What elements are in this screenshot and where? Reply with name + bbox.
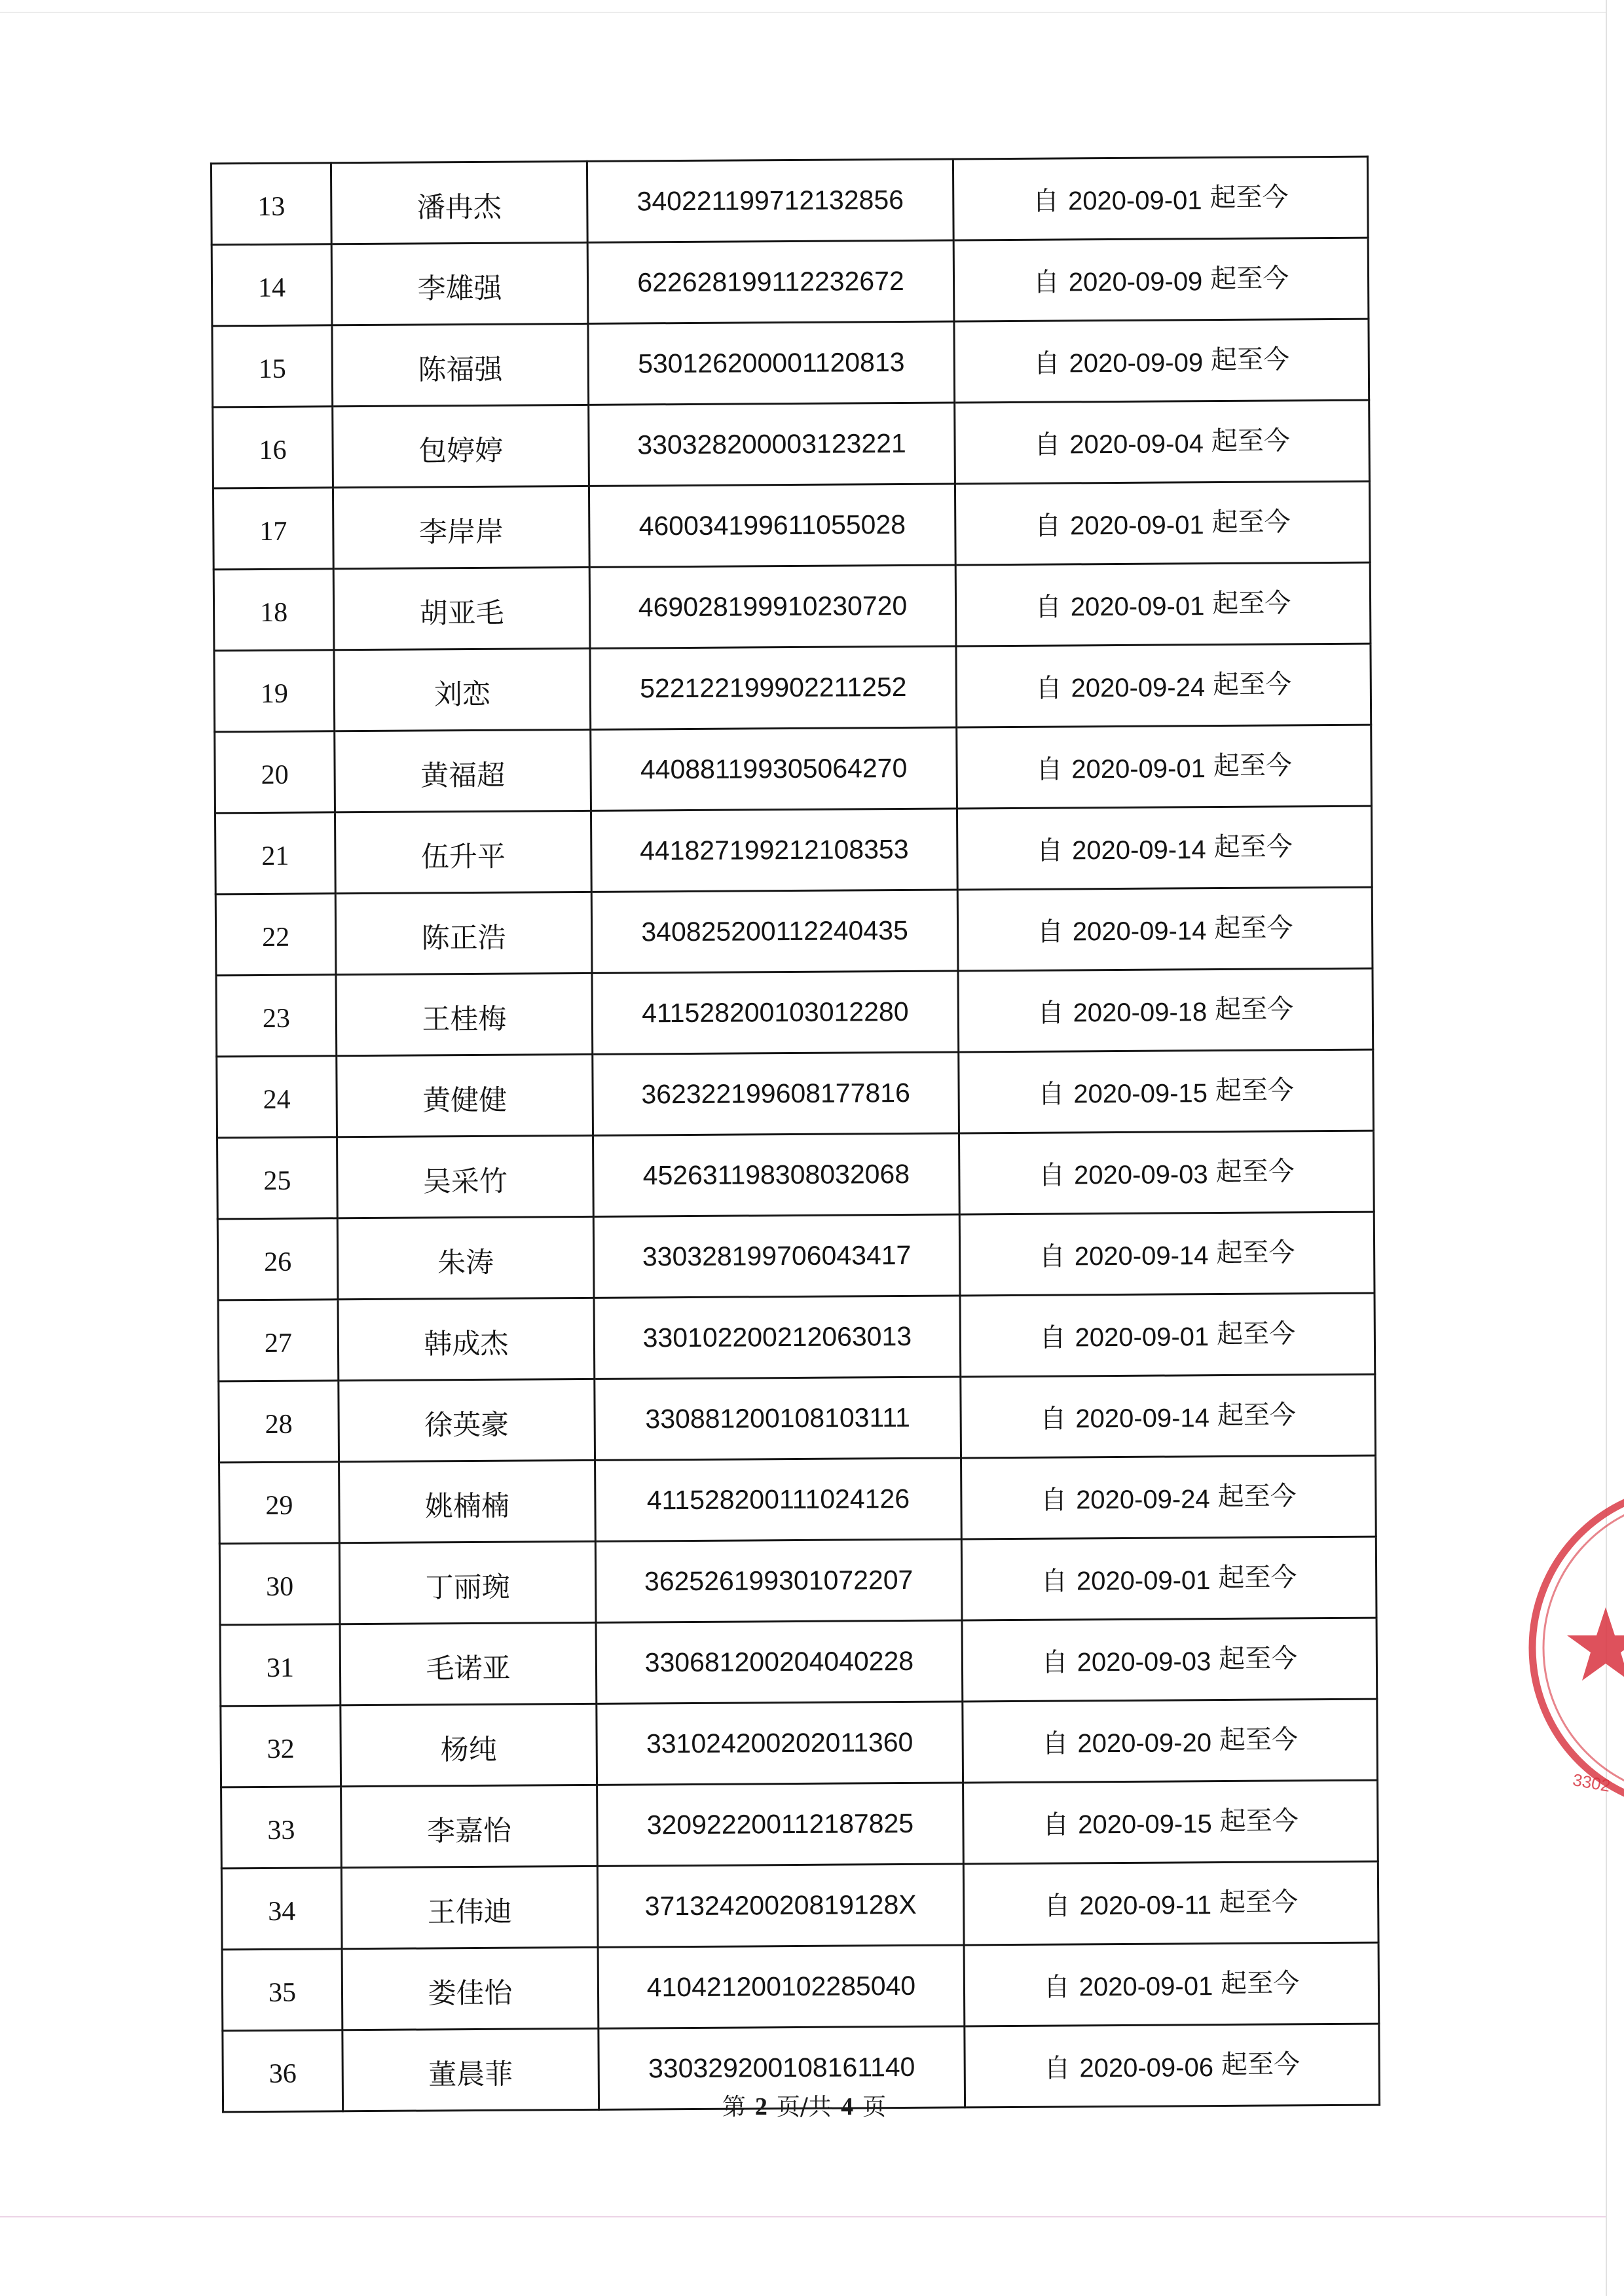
- scan-edge-line-bottom: [0, 2216, 1606, 2217]
- table-row: [217, 1049, 1374, 1138]
- row-number-cell: 28: [219, 1381, 339, 1463]
- since-suffix: 起至今: [1215, 1156, 1295, 1188]
- row-number-cell: 36: [223, 2030, 343, 2112]
- id-number-cell: 330681200204040228: [596, 1620, 963, 1704]
- start-date-value: 2020-09-14: [1075, 1404, 1210, 1434]
- table-row: [214, 644, 1371, 732]
- row-number-cell: 31: [220, 1624, 341, 1706]
- start-date-value: 2020-09-06: [1079, 2053, 1214, 2083]
- start-date-value: 2020-09-01: [1075, 1322, 1209, 1353]
- since-prefix: 自: [1034, 429, 1061, 460]
- since-prefix: 自: [1042, 1810, 1069, 1840]
- start-date-value: 2020-09-09: [1069, 348, 1204, 378]
- start-date-value: 2020-09-11: [1079, 1891, 1212, 1921]
- id-number-cell: 362322199608177816: [593, 1052, 959, 1135]
- table-row: [219, 1537, 1376, 1625]
- table-row: [211, 156, 1368, 245]
- id-number-cell: 330881200108103111: [595, 1377, 961, 1460]
- id-number-cell: 362526199301072207: [595, 1539, 962, 1622]
- start-date-cell: [957, 806, 1372, 890]
- start-date-cell: [958, 968, 1373, 1052]
- start-date-value: 2020-09-18: [1073, 998, 1208, 1028]
- start-date-value: 2020-09-03: [1073, 1160, 1208, 1190]
- row-number-cell: 14: [212, 244, 332, 326]
- start-date-value: 2020-09-24: [1071, 673, 1206, 703]
- name-cell: 李岸岸: [333, 486, 589, 568]
- since-prefix: 自: [1035, 592, 1061, 623]
- id-number-cell: 441827199212108353: [591, 809, 957, 892]
- id-number-cell: 460034199611055028: [589, 484, 955, 567]
- scan-edge-line-top: [0, 12, 1606, 13]
- name-cell: 娄佳怡: [342, 1947, 599, 2030]
- since-suffix: 起至今: [1218, 1562, 1297, 1594]
- start-date-value: 2020-09-01: [1079, 1972, 1213, 2002]
- name-cell: 姚楠楠: [339, 1460, 596, 1542]
- name-cell: 陈福强: [332, 323, 589, 406]
- name-cell: 李嘉怡: [341, 1785, 598, 1867]
- footer-middle: 页/共: [776, 2094, 832, 2121]
- seal-code-text: 3302: [1571, 1770, 1612, 1796]
- footer-total-pages: 4: [841, 2093, 854, 2121]
- since-prefix: 自: [1037, 998, 1064, 1029]
- since-prefix: 自: [1036, 835, 1063, 866]
- since-prefix: 自: [1037, 917, 1063, 947]
- table-row: [219, 1455, 1376, 1544]
- id-number-cell: 522122199902211252: [590, 646, 957, 729]
- since-suffix: 起至今: [1215, 1075, 1295, 1106]
- since-suffix: 起至今: [1211, 507, 1291, 538]
- table-row: [213, 481, 1370, 570]
- table-row: [213, 562, 1371, 651]
- roster-table-body: [211, 156, 1379, 2112]
- row-number-cell: 16: [213, 407, 333, 488]
- name-cell: 朱涛: [337, 1216, 594, 1299]
- footer-current-page: 2: [754, 2093, 767, 2121]
- table-row: [215, 887, 1373, 975]
- table-row: [217, 1131, 1375, 1219]
- row-number-cell: 35: [222, 1949, 342, 2031]
- id-number-cell: 330329200108161140: [599, 2026, 965, 2109]
- id-number-cell: 469028199910230720: [589, 565, 956, 648]
- start-date-value: 2020-09-15: [1078, 1810, 1212, 1840]
- name-cell: 徐英豪: [339, 1379, 595, 1461]
- table-row: [221, 1699, 1378, 1787]
- id-number-cell: 411528200111024126: [595, 1458, 962, 1541]
- start-date-value: 2020-09-01: [1076, 1566, 1211, 1596]
- since-prefix: 自: [1035, 673, 1062, 704]
- start-date-value: 2020-09-14: [1071, 835, 1206, 866]
- row-number-cell: 33: [221, 1787, 342, 1868]
- start-date-cell: [957, 725, 1372, 809]
- roster-table: [210, 156, 1380, 2113]
- id-number-cell: 340825200112240435: [591, 890, 958, 973]
- since-prefix: 自: [1040, 1404, 1067, 1434]
- scan-edge-line-right: [1606, 0, 1607, 2296]
- start-date-cell: [964, 1942, 1379, 2026]
- name-cell: 韩成杰: [338, 1298, 595, 1380]
- start-date-value: 2020-09-01: [1069, 511, 1204, 541]
- start-date-value: 2020-09-01: [1070, 592, 1205, 622]
- start-date-cell: [961, 1374, 1376, 1458]
- start-date-cell: [953, 238, 1369, 321]
- row-number-cell: 13: [211, 163, 331, 245]
- row-number-cell: 19: [214, 650, 335, 732]
- since-suffix: 起至今: [1213, 831, 1293, 863]
- start-date-cell: [963, 1780, 1378, 1864]
- table-row: [213, 400, 1370, 488]
- start-date-cell: [955, 400, 1370, 484]
- row-number-cell: 24: [217, 1056, 337, 1138]
- since-prefix: 自: [1042, 1728, 1069, 1759]
- table-row: [217, 1212, 1375, 1300]
- since-suffix: 起至今: [1221, 1968, 1300, 1999]
- start-date-value: 2020-09-03: [1077, 1647, 1211, 1677]
- since-suffix: 起至今: [1219, 1724, 1299, 1756]
- since-suffix: 起至今: [1217, 1400, 1297, 1431]
- since-prefix: 自: [1041, 1566, 1068, 1597]
- since-prefix: 自: [1034, 511, 1061, 541]
- since-prefix: 自: [1039, 1322, 1066, 1353]
- since-suffix: 起至今: [1219, 1643, 1298, 1675]
- row-number-cell: 25: [217, 1137, 338, 1219]
- start-date-cell: [963, 1699, 1378, 1783]
- id-number-cell: 622628199112232672: [587, 240, 954, 323]
- start-date-value: 2020-09-01: [1071, 754, 1206, 784]
- row-number-cell: 29: [219, 1462, 340, 1544]
- name-cell: 刘恋: [334, 648, 591, 731]
- since-suffix: 起至今: [1209, 182, 1289, 213]
- start-date-cell: [954, 319, 1369, 403]
- since-prefix: 自: [1033, 348, 1060, 379]
- since-suffix: 起至今: [1211, 426, 1290, 457]
- name-cell: 伍升平: [335, 811, 591, 893]
- id-number-cell: 340221199712132856: [587, 159, 953, 242]
- row-number-cell: 21: [215, 812, 335, 894]
- id-number-cell: 452631198308032068: [593, 1133, 960, 1216]
- start-date-cell: [959, 1212, 1375, 1296]
- start-date-cell: [955, 481, 1370, 565]
- start-date-value: 2020-09-20: [1077, 1728, 1212, 1758]
- since-prefix: 自: [1044, 2053, 1071, 2084]
- start-date-cell: [962, 1618, 1377, 1702]
- name-cell: 李雄强: [331, 242, 588, 325]
- id-number-cell: 37132420020819128X: [597, 1864, 964, 1947]
- start-date-value: 2020-09-24: [1075, 1485, 1210, 1515]
- seal-star-icon: [1567, 1607, 1624, 1681]
- row-number-cell: 32: [221, 1705, 341, 1787]
- since-suffix: 起至今: [1216, 1237, 1295, 1269]
- table-row: [215, 806, 1372, 894]
- start-date-cell: [961, 1537, 1376, 1620]
- row-number-cell: 20: [215, 731, 335, 813]
- official-seal: [1526, 1467, 1624, 1820]
- table-row: [212, 238, 1369, 326]
- row-number-cell: 22: [215, 894, 336, 975]
- since-suffix: 起至今: [1217, 1481, 1297, 1512]
- since-suffix: 起至今: [1221, 2049, 1301, 2081]
- name-cell: 陈正浩: [335, 892, 592, 974]
- table-row: [219, 1374, 1376, 1463]
- since-suffix: 起至今: [1212, 669, 1292, 701]
- start-date-value: 2020-09-15: [1073, 1079, 1208, 1109]
- start-date-cell: [955, 562, 1371, 646]
- since-prefix: 自: [1039, 1241, 1065, 1272]
- table-row: [220, 1618, 1377, 1706]
- name-cell: 毛诺亚: [340, 1622, 597, 1705]
- start-date-value: 2020-09-14: [1072, 917, 1207, 947]
- name-cell: 胡亚毛: [333, 567, 590, 649]
- name-cell: 王伟迪: [341, 1866, 598, 1948]
- name-cell: 丁丽琬: [339, 1541, 596, 1624]
- table-row: [215, 725, 1372, 813]
- since-prefix: 自: [1036, 754, 1063, 785]
- since-suffix: 起至今: [1213, 750, 1293, 782]
- id-number-cell: 320922200112187825: [597, 1783, 964, 1866]
- start-date-cell: [957, 887, 1373, 971]
- name-cell: 王桂梅: [336, 973, 593, 1055]
- start-date-cell: [959, 1049, 1374, 1133]
- name-cell: 包婷婷: [333, 405, 589, 487]
- since-prefix: 自: [1041, 1647, 1068, 1678]
- name-cell: 杨纯: [341, 1704, 597, 1786]
- row-number-cell: 17: [213, 488, 333, 570]
- since-suffix: 起至今: [1210, 263, 1289, 295]
- id-number-cell: 440881199305064270: [591, 727, 957, 811]
- table-row: [221, 1780, 1378, 1868]
- id-number-cell: 330102200212063013: [594, 1296, 961, 1379]
- name-cell: 潘冉杰: [331, 161, 587, 244]
- table-row: [222, 1942, 1379, 2031]
- id-number-cell: 411528200103012280: [592, 971, 959, 1054]
- id-number-cell: 331024200202011360: [597, 1702, 963, 1785]
- id-number-cell: 330328200003123221: [589, 403, 955, 486]
- since-prefix: 自: [1033, 267, 1060, 298]
- start-date-value: 2020-09-04: [1069, 429, 1204, 460]
- row-number-cell: 26: [217, 1218, 338, 1300]
- row-number-cell: 23: [216, 975, 337, 1057]
- start-date-value: 2020-09-01: [1067, 186, 1202, 216]
- table-row: [212, 319, 1369, 407]
- since-suffix: 起至今: [1212, 588, 1291, 619]
- start-date-cell: [956, 644, 1371, 727]
- start-date-cell: [965, 2024, 1380, 2107]
- row-number-cell: 27: [218, 1300, 339, 1381]
- since-suffix: 起至今: [1214, 913, 1293, 944]
- table-row: [221, 1861, 1378, 1950]
- start-date-value: 2020-09-14: [1074, 1241, 1209, 1271]
- row-number-cell: 30: [219, 1543, 340, 1625]
- footer-suffix: 页: [862, 2094, 887, 2121]
- name-cell: 吴采竹: [337, 1135, 594, 1218]
- since-prefix: 自: [1038, 1079, 1065, 1110]
- since-prefix: 自: [1044, 1891, 1071, 1922]
- page-footer: [655, 2088, 953, 2122]
- footer-prefix: 第: [722, 2094, 746, 2121]
- since-prefix: 自: [1040, 1485, 1067, 1516]
- table-row: [216, 968, 1373, 1057]
- since-suffix: 起至今: [1215, 994, 1294, 1025]
- name-cell: 董晨菲: [342, 2028, 599, 2111]
- row-number-cell: 34: [221, 1868, 342, 1950]
- since-prefix: 自: [1043, 1972, 1070, 2003]
- since-prefix: 自: [1032, 186, 1060, 217]
- id-number-cell: 530126200001120813: [588, 321, 955, 405]
- table-row: [218, 1293, 1375, 1381]
- name-cell: 黄健健: [337, 1054, 593, 1137]
- start-date-cell: [961, 1455, 1376, 1539]
- start-date-cell: [953, 156, 1368, 240]
- start-date-cell: [959, 1131, 1374, 1214]
- since-suffix: 起至今: [1210, 344, 1290, 376]
- since-suffix: 起至今: [1217, 1319, 1296, 1350]
- row-number-cell: 15: [212, 325, 333, 407]
- since-suffix: 起至今: [1219, 1806, 1299, 1837]
- since-suffix: 起至今: [1219, 1887, 1299, 1918]
- row-number-cell: 18: [213, 569, 334, 651]
- name-cell: 黄福超: [335, 729, 591, 812]
- start-date-value: 2020-09-09: [1068, 267, 1203, 297]
- since-prefix: 自: [1038, 1160, 1065, 1191]
- start-date-cell: [963, 1861, 1378, 1945]
- id-number-cell: 410421200102285040: [598, 1945, 965, 2028]
- start-date-cell: [960, 1293, 1375, 1377]
- id-number-cell: 330328199706043417: [593, 1214, 960, 1298]
